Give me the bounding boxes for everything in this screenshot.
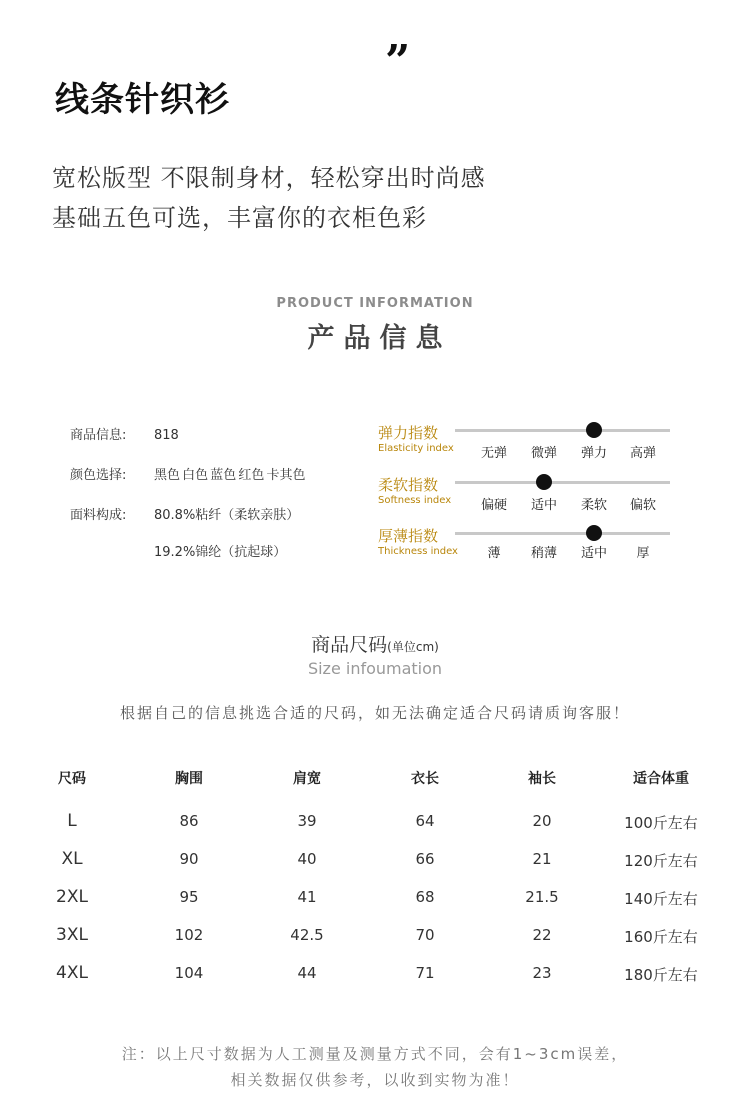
- product-title: 线条针织衫: [55, 80, 230, 120]
- info-row-product: [70, 424, 179, 443]
- size-table-cell: 2XL: [56, 887, 88, 907]
- quote-mark: ”: [385, 36, 411, 87]
- size-table-cell: XL: [61, 849, 83, 869]
- softness-index: [378, 474, 678, 524]
- info-label: 商品信息:: [70, 428, 127, 443]
- size-table-cell: 21.5: [525, 888, 559, 906]
- size-table-cell: 71: [415, 964, 435, 982]
- size-chart-title: [0, 630, 750, 657]
- index-label: 弹力指数: [378, 424, 439, 442]
- index-level: 适中: [530, 498, 557, 513]
- size-table-cell: 95: [179, 888, 199, 906]
- info-row-fabric-2: [154, 541, 286, 560]
- size-table-cell: 102: [174, 926, 204, 944]
- info-row-color: [70, 464, 306, 483]
- size-table-header: 胸围: [175, 771, 203, 787]
- product-info-heading: 产品信息: [307, 323, 452, 354]
- footer-note-1: 注：以上尺寸数据为人工测量及测量方式不同，会有1~3cm误差，: [121, 1045, 629, 1063]
- size-table-cell: 90: [179, 850, 199, 868]
- index-level: 偏硬: [480, 498, 507, 513]
- size-table-cell: 180斤左右: [624, 966, 698, 984]
- size-table-header: 尺码: [58, 771, 86, 787]
- size-table-header: 适合体重: [633, 771, 689, 787]
- size-table-cell: 100斤左右: [624, 814, 698, 832]
- index-level: 稍薄: [530, 546, 557, 561]
- index-level: 弹力: [580, 446, 607, 461]
- info-row-fabric: [70, 504, 299, 523]
- size-chart-title-en: Size infoumation: [307, 659, 443, 678]
- index-level: 柔软: [580, 498, 607, 513]
- size-table-header: 衣长: [411, 771, 439, 787]
- index-marker: [586, 525, 602, 541]
- info-label: 颜色选择:: [70, 468, 127, 483]
- size-table-cell: L: [67, 811, 77, 831]
- info-label: 面料构成:: [70, 508, 127, 523]
- size-table-cell: 66: [415, 850, 435, 868]
- size-table-cell: 23: [532, 964, 552, 982]
- index-level: 微弹: [530, 446, 557, 461]
- size-table-cell: 21: [532, 850, 552, 868]
- footer-note-2: 相关数据仅供参考，以收到实物为准！: [230, 1071, 520, 1089]
- index-marker: [536, 474, 552, 490]
- index-track: [455, 532, 670, 535]
- size-table-cell: 104: [174, 964, 204, 982]
- size-table-cell: 22: [532, 926, 552, 944]
- size-table-cell: 42.5: [290, 926, 324, 944]
- size-table-cell: 3XL: [56, 925, 88, 945]
- index-marker: [586, 422, 602, 438]
- elasticity-index: [378, 422, 678, 472]
- index-label-en: Elasticity index: [378, 443, 454, 454]
- product-info-heading-en: PRODUCT INFORMATION: [276, 296, 474, 311]
- size-table-cell: 86: [179, 812, 199, 830]
- size-table-cell: 64: [415, 812, 435, 830]
- index-label-en: Softness index: [378, 495, 452, 506]
- index-label: 柔软指数: [378, 476, 439, 494]
- size-table-cell: 160斤左右: [624, 928, 698, 946]
- index-track: [455, 429, 670, 432]
- info-value: 黑色 白色 蓝色 红色 卡其色: [154, 468, 306, 483]
- info-value: 818: [154, 428, 179, 443]
- tagline-line-2: 基础五色可选，丰富你的衣柜色彩: [52, 204, 427, 232]
- index-level: 偏软: [629, 498, 656, 513]
- index-label-en: Thickness index: [378, 546, 458, 557]
- size-table-header: 袖长: [528, 771, 556, 787]
- index-label: 厚薄指数: [378, 527, 439, 545]
- size-table-cell: 120斤左右: [624, 852, 698, 870]
- size-chart-tip: 根据自己的信息挑选合适的尺码，如无法确定适合尺码请质询客服！: [119, 704, 630, 722]
- index-track: [455, 481, 670, 484]
- tagline-line-1: 宽松版型 不限制身材，轻松穿出时尚感: [52, 164, 486, 192]
- index-level: 无弹: [480, 446, 507, 461]
- index-level: 适中: [580, 546, 607, 561]
- index-level: 高弹: [629, 446, 656, 461]
- info-value: 19.2%锦纶（抗起球）: [154, 545, 287, 560]
- size-table-cell: 20: [532, 812, 552, 830]
- size-table-cell: 41: [297, 888, 317, 906]
- size-table-cell: 39: [297, 812, 317, 830]
- size-table-cell: 40: [297, 850, 317, 868]
- size-table-cell: 140斤左右: [624, 890, 698, 908]
- size-chart-unit: (单位cm): [387, 640, 439, 654]
- size-table-header: 肩宽: [293, 771, 321, 787]
- size-table-cell: 44: [297, 964, 317, 982]
- index-level: 厚: [636, 546, 650, 561]
- size-table-cell: 70: [415, 926, 435, 944]
- thickness-index: [378, 525, 678, 575]
- size-chart-title-text: 商品尺码: [311, 634, 388, 656]
- size-table-cell: 4XL: [56, 963, 88, 983]
- size-table-cell: 68: [415, 888, 435, 906]
- info-value: 80.8%粘纤（柔软亲肤）: [154, 508, 300, 523]
- index-level: 薄: [487, 546, 501, 561]
